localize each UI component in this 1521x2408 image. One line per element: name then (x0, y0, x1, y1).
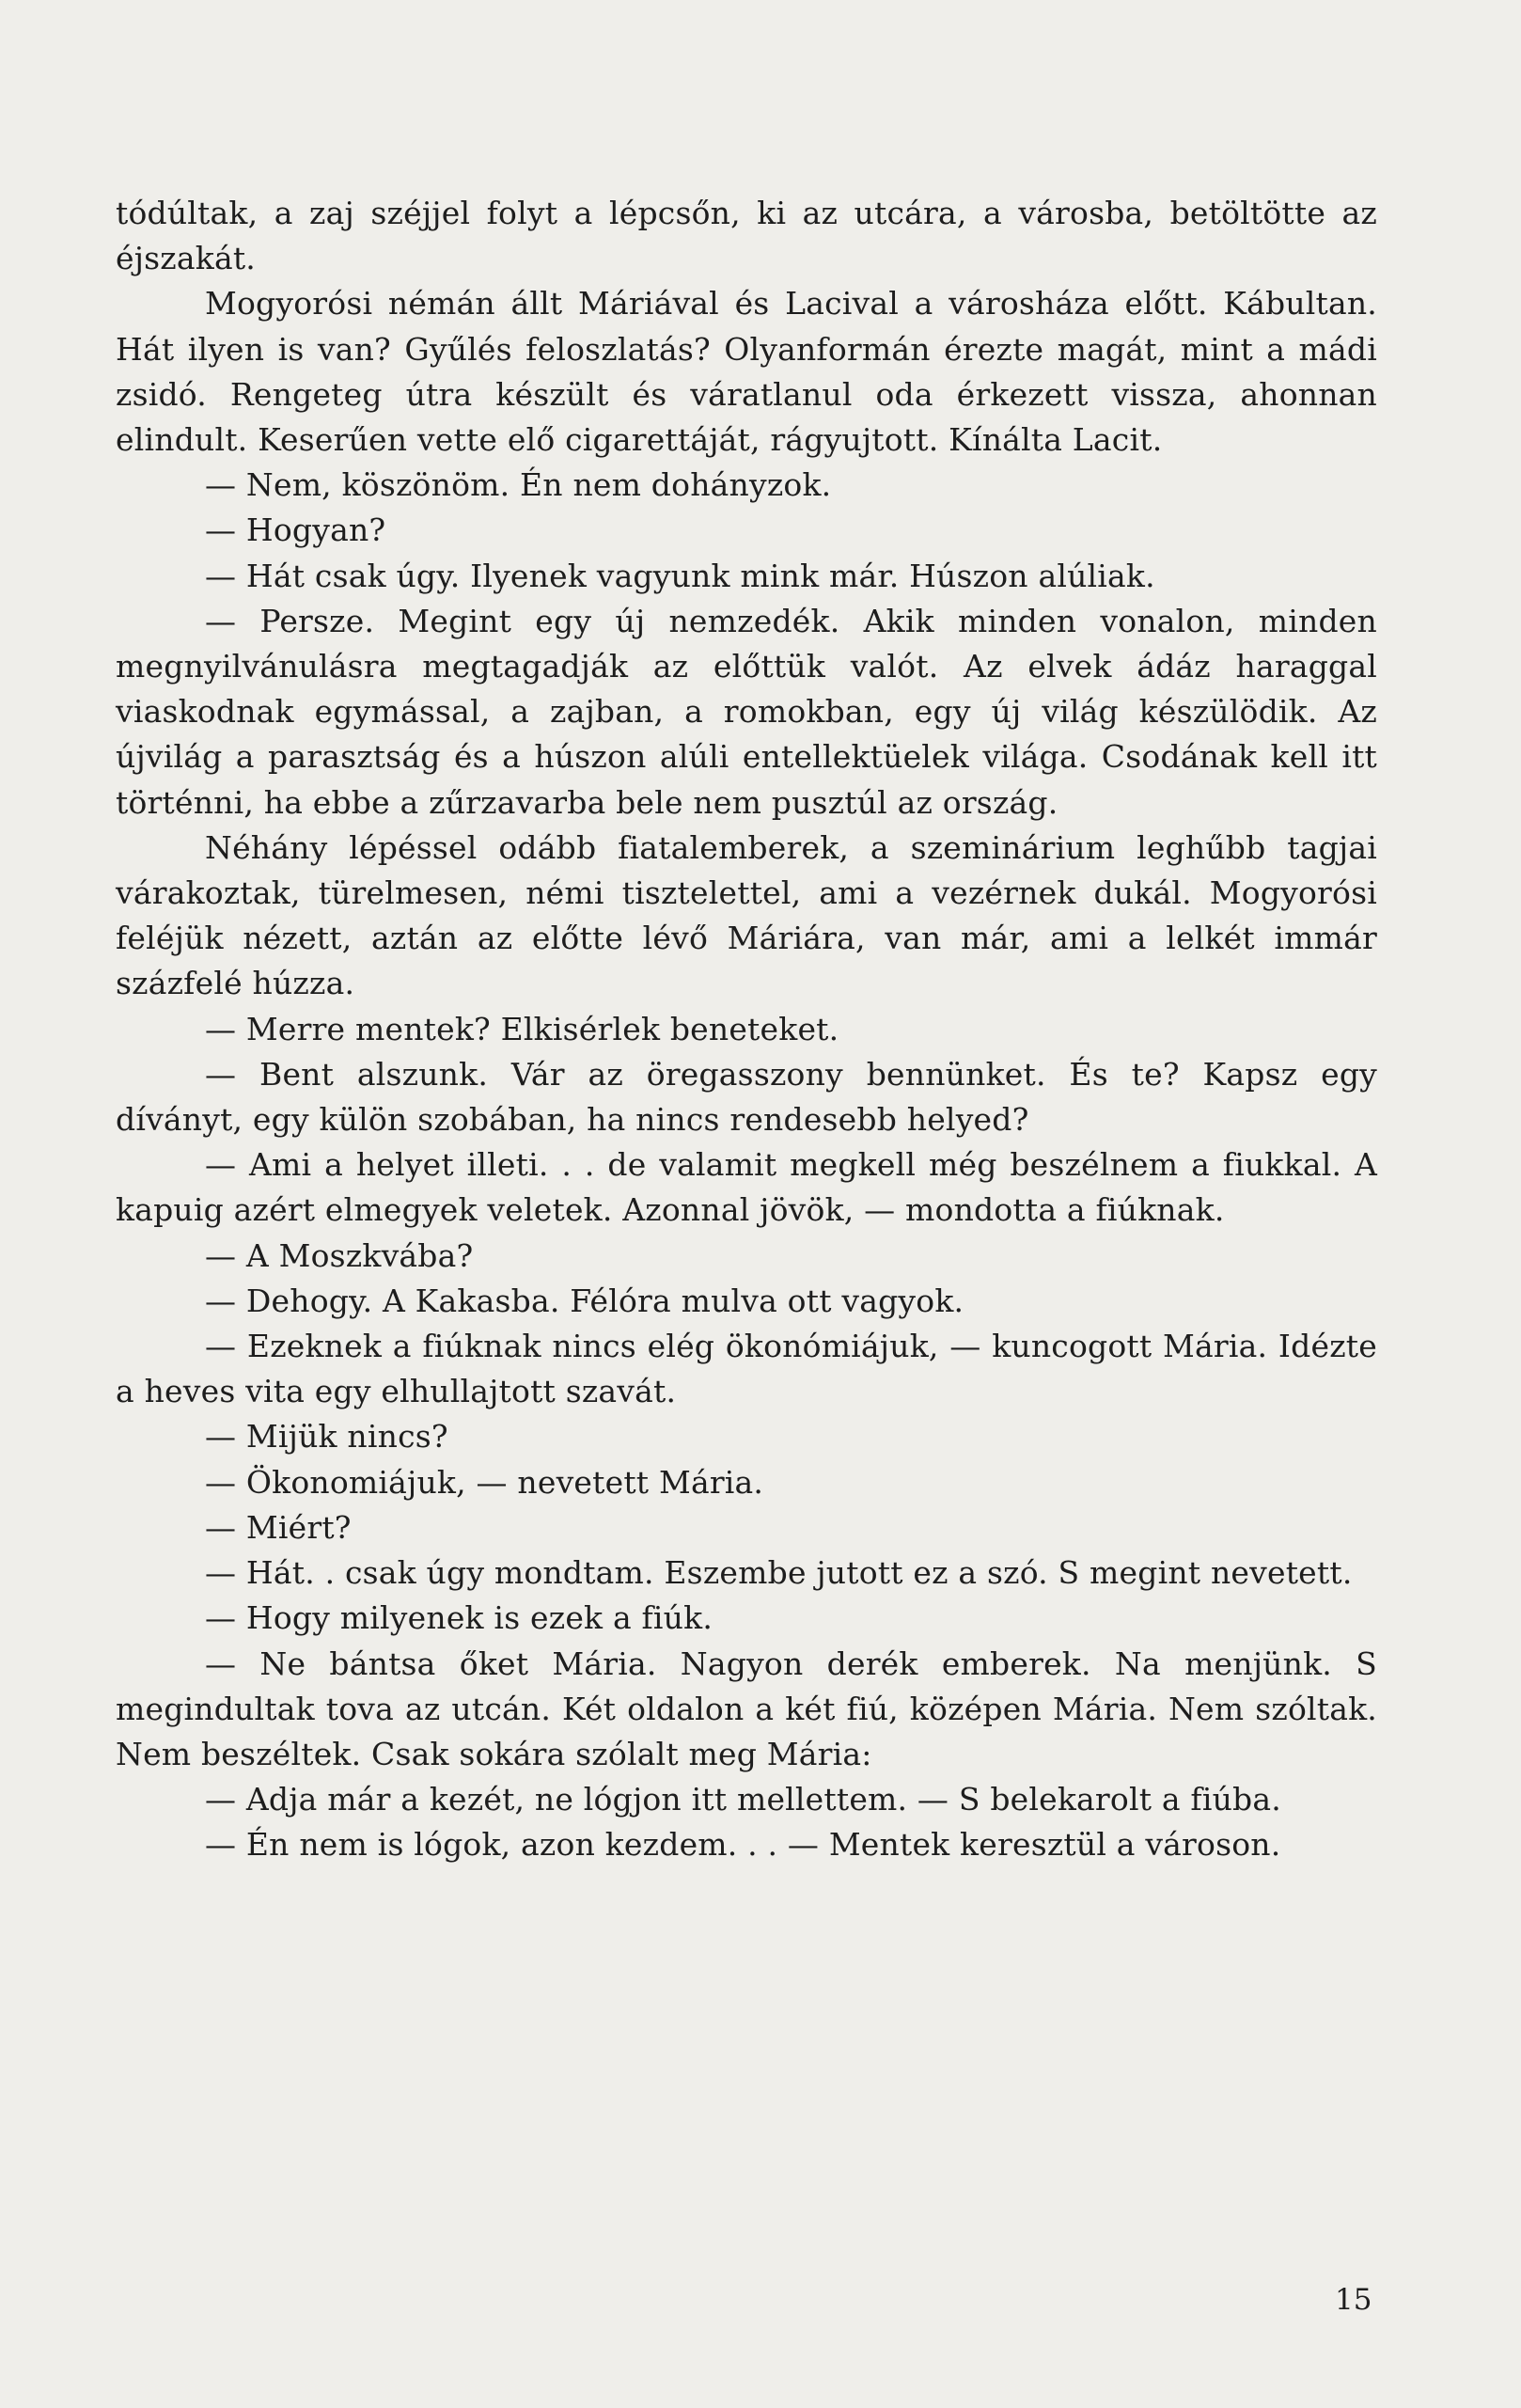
dialogue-line-6: — Bent alszunk. Vár az öregasszony bennünket. És te? Kapsz egy díványt, egy külön szobában, ha nincs rendesebb helyed? (116, 1055, 1377, 1139)
dialogue-line-2: — Hogyan? (205, 512, 386, 549)
dialogue-line-12: — Ökonomiájuk, — nevetett Mária. (205, 1463, 764, 1501)
page-number: 15 (1335, 2283, 1372, 2317)
paragraph-3: Néhány lépéssel odább fiatalemberek, a szeminárium leghűbb tagjai várakoztak, türelmesen, némi tisztelettel, ami a vezérnek dukál. Mogyorósi feléjük nézett, aztán az előtte lévő Máriára, van már, ami a lelkét immár százfelé húzza. (116, 828, 1377, 1002)
dialogue-line-11: — Mijük nincs? (205, 1418, 448, 1456)
dialogue-line-4: — Persze. Megint egy új nemzedék. Akik minden vonalon, minden megnyilvánulásra megtagadják az előttük valót. Az elvek ádáz haraggal viaskodnak egymással, a zajban, a romokban, egy új világ készülödik. Az újvilág a parasztság és a húszon alúli entellektüelek világa. Csodának kell itt történni, ha ebbe a zűrzavarba bele nem pusztúl az ország. (116, 602, 1377, 821)
dialogue-line-1: — Nem, köszönöm. Én nem dohányzok. (205, 466, 832, 504)
dialogue-line-5: — Merre mentek? Elkisérlek beneteket. (205, 1010, 839, 1047)
dialogue-line-7: — Ami a helyet illeti. . . de valamit megkell még beszélnem a fiukkal. A kapuig azért elmegyek veletek. Azonnal jövök, — mondotta a fiúknak. (116, 1146, 1377, 1229)
dialogue-line-10: — Ezeknek a fiúknak nincs elég ökonómiájuk, — kuncogott Mária. Idézte a heves vita egy elhullajtott szavát. (116, 1328, 1377, 1410)
body-text (116, 191, 1377, 1868)
dialogue-line-15: — Hogy milyenek is ezek a fiúk. (205, 1599, 713, 1637)
dialogue-line-8: — A Moszkvába? (205, 1236, 474, 1274)
dialogue-line-9: — Dehogy. A Kakasba. Félóra mulva ott vagyok. (205, 1282, 964, 1319)
dialogue-line-18: — Én nem is lógok, azon kezdem. . . — Mentek keresztül a városon. (205, 1826, 1281, 1864)
dialogue-line-13: — Miért? (205, 1508, 352, 1546)
paragraph-2: Mogyorósi némán állt Máriával és Lacival a városháza előtt. Kábultan. Hát ilyen is van? Gyűlés feloszlatás? Olyanformán érezte magát, mint a mádi zsidó. Rengeteg útra készült és váratlanul oda érkezett vissza, ahonnan elindult. Keserűen vette elő cigarettáját, rágyujtott. Kínálta Lacit. (116, 285, 1377, 459)
paragraph-1: tódúltak, a zaj széjjel folyt a lépcsőn, ki az utcára, a városba, betöltötte az éjszakát. (116, 195, 1377, 277)
dialogue-line-3: — Hát csak úgy. Ilyenek vagyunk mink már. Húszon alúliak. (205, 557, 1155, 594)
dialogue-line-16: — Ne bántsa őket Mária. Nagyon derék emberek. Na menjünk. S megindultak tova az utcán. Két oldalon a két fiú, középen Mária. Nem szóltak. Nem beszéltek. Csak sokára szólalt meg Mária: (116, 1645, 1377, 1772)
dialogue-line-14: — Hát. . csak úgy mondtam. Eszembe jutott ez a szó. S megint nevetett. (205, 1554, 1353, 1592)
dialogue-line-17: — Adja már a kezét, ne lógjon itt mellettem. — S belekarolt a fiúba. (205, 1781, 1281, 1818)
